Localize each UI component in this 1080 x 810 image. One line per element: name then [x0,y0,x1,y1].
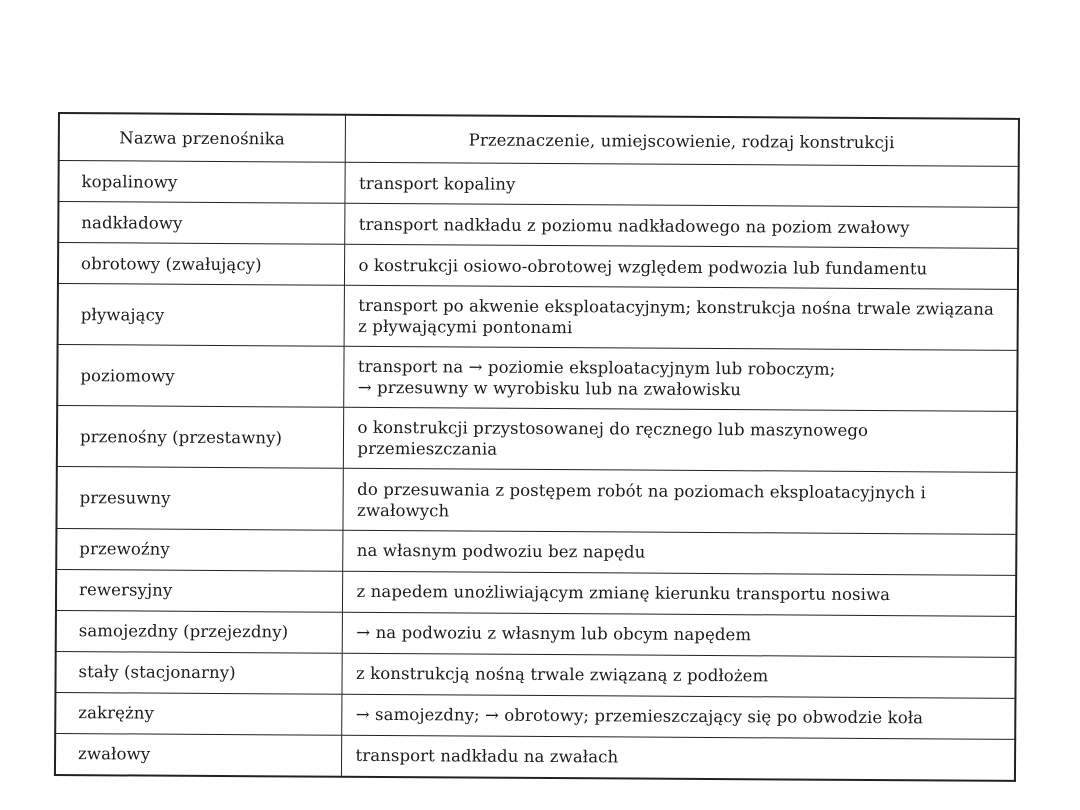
conveyor-description-cell: do przesuwania z postępem robót na poziomach eksploatacyjnych i zwałowych [342,469,1016,534]
description-line: → przesuwny w wyrobisku lub na zwałowisku [357,378,742,400]
header-purpose: Przeznaczenie, umiejscowienie, rodzaj konstrukcji [345,115,1019,167]
conveyor-name-cell: przenośny (przestawny) [57,406,343,469]
conveyor-name-cell: obrotowy (zwałujący) [58,243,344,286]
table-row [58,284,1018,351]
conveyor-description-cell: transport nadkładu na zwałach [341,735,1015,781]
table-row [56,528,1016,575]
table-row [56,610,1016,657]
table-row [55,651,1015,698]
conveyor-name-cell: stały (stacjonarny) [55,651,341,694]
conveyor-description-cell: na własnym podwoziu bez napędu [342,530,1016,575]
table-header-row [59,113,1019,166]
table-row [57,406,1017,473]
conveyor-description-cell: transport kopaliny [344,162,1018,207]
table-row [58,243,1018,290]
conveyor-name-cell: rewersyjny [56,569,342,612]
header-conveyor-name: Nazwa przenośnika [59,113,345,162]
conveyor-description-cell: → samojezdny; → obrotowy; przemieszczający się po obwodzie koła [341,694,1015,739]
table-row [58,202,1018,249]
conveyor-name-cell: pływający [58,284,344,347]
conveyor-description-cell: transport po akwenie eksploatacyjnym; konstrukcja nośna trwale związana z pływającymi pontonami [344,285,1018,350]
conveyor-name-cell: zwałowy [55,733,341,776]
description-line: transport na → poziomie eksploatacyjnym lub roboczym; [357,357,836,380]
table-row [56,569,1016,616]
conveyor-name-cell: przewoźny [56,528,342,571]
conveyor-name-cell: przesuwny [56,467,342,530]
conveyor-description-cell: o konstrukcji przystosowanej do ręcznego lub maszynowego przemieszczania [343,408,1017,473]
conveyor-name-cell: kopalinowy [58,161,344,204]
table-row [55,692,1015,739]
table-row [58,161,1018,208]
conveyor-name-cell: zakrężny [55,692,341,735]
conveyor-name-cell: samojezdny (przejezdny) [56,610,342,653]
conveyor-description-cell: transport nadkładu z poziomu nadkładowego na poziom zwałowy [344,203,1018,248]
conveyor-description-cell: z konstrukcją nośną trwale związaną z podłożem [341,653,1015,698]
conveyor-description-cell [343,347,1017,412]
table-row [56,467,1016,534]
table-row [57,345,1017,412]
conveyor-name-cell: nadkładowy [58,202,344,245]
conveyor-types-table [54,112,1020,782]
conveyor-name-cell: poziomowy [57,345,343,408]
conveyor-description-cell: z napedem unożliwiającym zmianę kierunku transportu nosiwa [342,571,1016,616]
conveyor-table-wrapper [54,112,1020,782]
conveyor-description-cell: o kostrukcji osiowo-obrotowej względem podwozia lub fundamentu [344,244,1018,289]
conveyor-description-cell: → na podwoziu z własnym lub obcym napędem [342,612,1016,657]
table-row [55,733,1015,780]
